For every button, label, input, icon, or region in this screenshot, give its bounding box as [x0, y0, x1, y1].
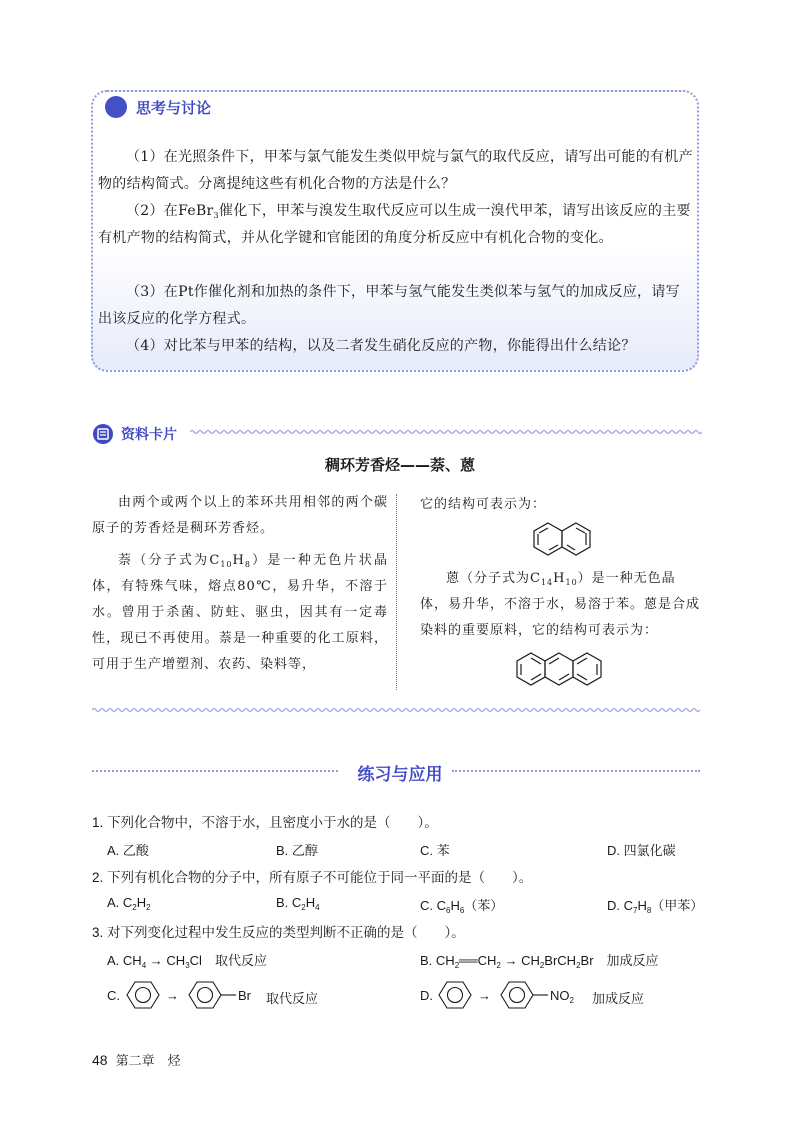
- q3d-label: D.: [420, 988, 433, 1003]
- q3-option-b: [420, 950, 659, 969]
- nitrobenzene-structure: [498, 980, 550, 1010]
- q2c-sub-1: 6: [446, 906, 451, 915]
- anthracene-text-c: ）是一种无色晶体，易升华，不溶于水，易溶于苯。蒽是合成染料的重要原料，它的结构可表示为：: [420, 571, 701, 638]
- q2d-note: （甲苯）: [651, 898, 704, 913]
- benzene-structure: [436, 980, 474, 1010]
- anthracene-structure: [514, 650, 606, 688]
- q2a-sub-2: 2: [146, 903, 151, 912]
- circle-icon: [105, 96, 127, 118]
- page-footer: [92, 1050, 181, 1069]
- naphthalene-text-a: 萘（分子式为C: [118, 553, 221, 568]
- q3d-reaction-type: 加成反应: [592, 991, 645, 1006]
- anthracene-text-a: 蒽（分子式为C: [446, 571, 541, 586]
- exercise-heading: 练习与应用: [357, 765, 443, 785]
- q3a-product-post: Cl: [189, 953, 202, 968]
- anthracene-sub-2: 10: [565, 578, 578, 587]
- exercise-question-3: 3. 对下列变化过程中发生反应的类型判断不正确的是（ ）。: [92, 925, 465, 940]
- q3-option-a: [107, 950, 267, 969]
- exercise-question-2: 2. 下列有机化合物的分子中，所有原子不可能位于同一平面的是（ ）。: [92, 870, 533, 885]
- anthracene-text-b: H: [553, 571, 566, 586]
- card-label: 资料卡片: [121, 427, 177, 443]
- q2a-text: A. C: [107, 895, 133, 910]
- q3a-product: CH: [166, 953, 186, 968]
- column-divider: [396, 494, 397, 690]
- naphthalene-sub-2: 8: [244, 560, 251, 569]
- q2c-note: （苯）: [464, 898, 504, 913]
- anthracene-sub-1: 14: [540, 578, 554, 587]
- naphthalene-structure: [531, 520, 595, 558]
- arrow-icon: →: [166, 988, 179, 1003]
- bromobenzene-structure: [186, 980, 238, 1010]
- q3b-reactant-1-sub: 2: [454, 961, 460, 970]
- q3d-sub-text: NO: [550, 988, 570, 1003]
- double-bond-icon: ══: [459, 953, 478, 968]
- q2c-sub-2: 6: [459, 906, 465, 915]
- card-left-para-1: 由两个或两个以上的苯环共用相邻的两个碳原子的芳香烃是稠环芳香烃。: [92, 495, 388, 536]
- wave-rule-top: [190, 428, 702, 436]
- q2-option-a: [107, 895, 151, 910]
- q3b-label: B.: [420, 953, 433, 968]
- q2-subscript: 3: [213, 211, 219, 220]
- q2c-text: C. C: [420, 898, 446, 913]
- q3c-substituent: Br: [238, 988, 251, 1003]
- q3d-sub-sub: 2: [569, 996, 574, 1005]
- q3c-reaction-type: 取代反应: [266, 991, 319, 1006]
- q2a-sub-1: 2: [132, 903, 137, 912]
- exercise-rule-right: [452, 770, 700, 772]
- q2-option-b: [276, 895, 320, 910]
- q3a-reactant-sub: 4: [141, 961, 147, 970]
- q2b-sub-1: 2: [301, 903, 306, 912]
- arrow-icon: →: [504, 953, 518, 968]
- q3b-reactant-1: CH: [435, 953, 455, 968]
- q3d-substituent: [550, 988, 574, 1003]
- discussion-question-3: （3）在Pt作催化剂和加热的条件下，甲苯与氢气能发生类似苯与氢气的加成反应，请写出该反应的化学方程式。: [98, 284, 680, 327]
- discussion-question-1: （1）在光照条件下，甲苯与氯气能发生类似甲烷与氯气的取代反应，请写出可能的有机产物的结构简式。分离提纯这些有机化合物的方法是什么？: [98, 149, 693, 192]
- chapter-label: 第二章 烃: [115, 1053, 181, 1068]
- q2b-text-h: H: [305, 895, 316, 910]
- q3b-reactant-2-sub: 2: [496, 961, 501, 970]
- q2-option-c: [420, 895, 503, 914]
- q3b-product-1: CH: [521, 953, 540, 968]
- q3b-reactant-2: CH: [477, 953, 497, 968]
- q3a-product-sub: 3: [185, 961, 190, 970]
- card-left-column: [92, 490, 388, 678]
- arrow-icon: →: [478, 988, 491, 1003]
- q2-text-b: 催化下，甲苯与溴发生取代反应可以生成一溴代甲苯，请写出该反应的主要有机产物的结构简式，并从化学键和官能团的角度分析反应中有机化合物的变化。: [98, 203, 691, 246]
- q1-option-c: C. 苯: [420, 843, 450, 858]
- q2-text-a: （2）在FeBr: [126, 203, 214, 219]
- q3c-label: C.: [107, 988, 120, 1003]
- naphthalene-text-b: H: [232, 553, 245, 568]
- q3b-product-2: BrCH: [544, 953, 577, 968]
- q2-option-d: [607, 895, 703, 914]
- page-number: 48: [92, 1052, 108, 1068]
- card-left-para-2: [92, 548, 388, 678]
- q3b-reaction-type: 加成反应: [606, 953, 659, 968]
- q3b-product-1-sub: 2: [539, 961, 545, 970]
- q2b-text: B. C: [276, 895, 302, 910]
- q2d-text-h: H: [637, 898, 647, 913]
- card-right-para-1: 它的结构可表示为：: [420, 497, 547, 512]
- q3b-product-2-sub: 2: [576, 961, 581, 970]
- naphthalene-sub-1: 10: [220, 560, 233, 569]
- naphthalene-text-c: ）是一种无色片状晶体，有特殊气味，熔点80℃，易升华，不溶于水。曾用于杀菌、防蛀、驱虫，因其有一定毒性，现已不再使用。萘是一种重要的化工原料，可用于生产增塑剂、农药、染料等，: [92, 553, 388, 672]
- arrow-icon: →: [149, 953, 163, 968]
- q2a-text-h: H: [136, 895, 147, 910]
- q2d-sub-1: 7: [633, 906, 638, 915]
- q3a-label: A.: [107, 953, 120, 968]
- q1-option-b: B. 乙醇: [276, 843, 318, 858]
- q1-option-a: A. 乙酸: [107, 843, 149, 858]
- q3a-reaction-type: 取代反应: [214, 953, 267, 968]
- benzene-structure: [124, 980, 162, 1010]
- q2b-sub-2: 4: [315, 903, 320, 912]
- document-icon: [92, 423, 116, 445]
- q2c-text-h: H: [450, 898, 460, 913]
- card-right-para-2: [420, 566, 702, 644]
- wave-rule-bottom: [92, 706, 702, 714]
- q1-option-d: D. 四氯化碳: [607, 843, 676, 858]
- q2d-text: D. C: [607, 898, 633, 913]
- q3a-reactant: CH: [122, 953, 142, 968]
- discussion-question-4: （4）对比苯与甲苯的结构，以及二者发生硝化反应的产物，你能得出什么结论？: [126, 338, 636, 354]
- exercise-question-1: 1. 下列化合物中，不溶于水，且密度小于水的是（ ）。: [92, 815, 438, 830]
- q3b-product-3: Br: [580, 953, 594, 968]
- discussion-question-2: [98, 198, 694, 252]
- q2d-sub-2: 8: [646, 906, 652, 915]
- card-heading: 稠环芳香烃——萘、蒽: [324, 456, 475, 474]
- discussion-title: 思考与讨论: [136, 99, 212, 117]
